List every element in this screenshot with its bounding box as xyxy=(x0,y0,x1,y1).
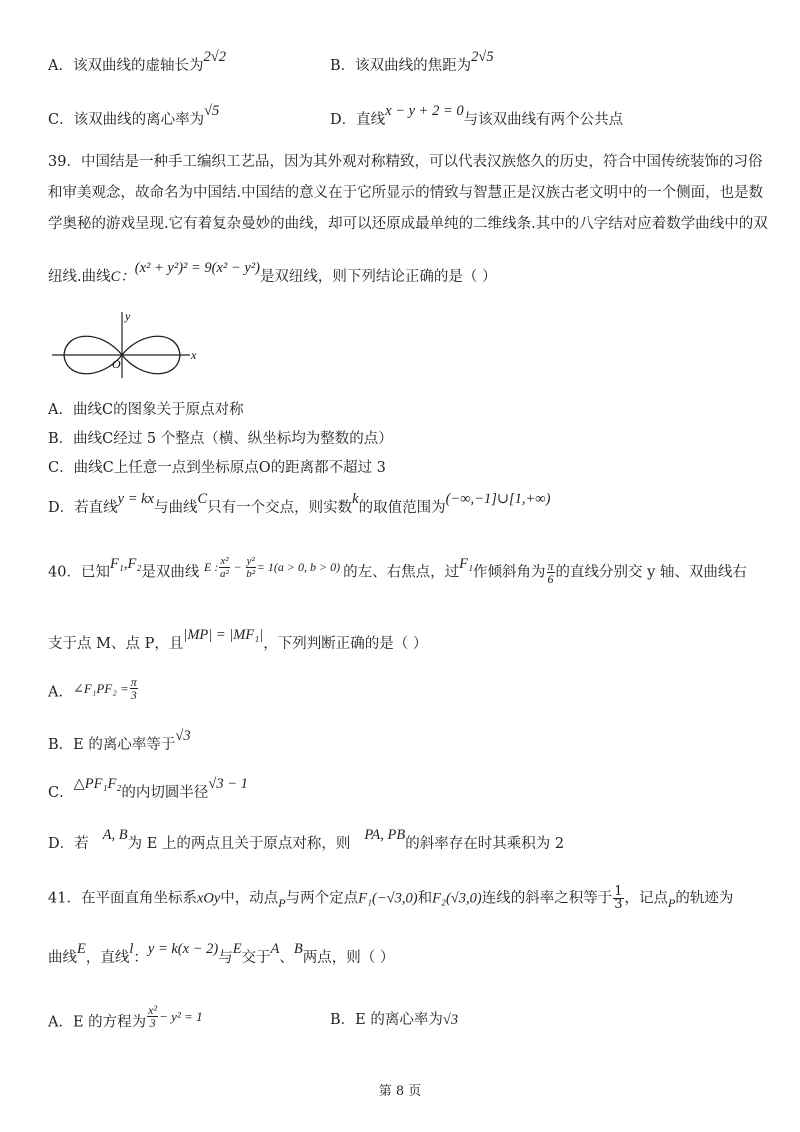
q41-stem-line2: 曲线E，直线l：y = k(x − 2)与E交于A、B两点，则（ ） xyxy=(48,941,395,966)
q40-option-b: B．E 的离心率等于√3 xyxy=(48,728,191,753)
q39-option-b: B．曲线C经过 5 个整点（横、纵坐标均为整数的点） xyxy=(48,431,393,447)
q39-stem-line4: 纽线.曲线C：(x² + y²)² = 9(x² − y²)是双纽线，则下列结论正确的是（ ） xyxy=(48,260,497,285)
q39-option-c: C．曲线C上任意一点到坐标原点O的距离都不超过 3 xyxy=(48,460,386,476)
q39-stem-line2: 和审美观念，故命名为中国结.中国结的意义在于它所显示的情致与智慧正是汉族古老文明中的一个侧面，也是数 xyxy=(48,185,764,201)
q38-option-d: D．直线x − y + 2 = 0与该双曲线有两个公共点 xyxy=(330,103,624,128)
q39-option-a: A．曲线C的图象关于原点对称 xyxy=(48,402,244,418)
q40-stem-line2: 支于点 M、点 P，且|MP| = |MF₁|，下列判断正确的是（ ） xyxy=(48,627,428,652)
q40-option-c: C．△PF₁F₂的内切圆半径√3 − 1 xyxy=(48,776,248,801)
q41-option-a: A．E 的方程为 $\frac{\text{x²}}{3}$ − y² = 1 xyxy=(48,1003,203,1031)
q41-stem-line1: 41．在平面直角坐标系xOy中，动点$_P$与两个定点F₁(−√3,0)和F₂(√3,0)连线的斜率之积等于 $\frac{1}{3}$ ，记点$_P$的轨迹为 xyxy=(48,884,734,912)
lemniscate-figure xyxy=(50,308,205,380)
q40-option-d: D．若A, B为 E 上的两点且关于原点对称，则PA, PB的斜率存在时其乘积为 2 xyxy=(48,827,565,852)
q40-stem-line1: 40．已知F₁,F₂是双曲线 $^{E : \frac{\text{x²}}{\text{a²}} - \frac{\text{y²}}{\text{b²}} = 1(a > 0, b > 0)}$ 的左、右焦点，过F₁作倾斜角为 $\frac{\pi}{6}$ 的直线分别交 y 轴、双曲线右 xyxy=(48,555,747,586)
x-axis-label: x xyxy=(191,348,197,362)
y-axis-label: y xyxy=(125,309,131,323)
q39-stem-line3: 学奥秘的游戏呈现.它有着复杂曼妙的曲线，却可以还原成最单纯的二维线条.其中的八字结对应着数学曲线中的双 xyxy=(48,216,768,232)
q39-option-d: D．若直线y = kx与曲线C只有一个交点，则实数k的取值范围为(−∞,−1]∪[1,+∞) xyxy=(48,491,551,516)
page-number: 第 8 页 xyxy=(378,1084,422,1099)
q38-option-c: C．该双曲线的离心率为√5 xyxy=(48,103,220,128)
q38-option-b: B．该双曲线的焦距为2√5 xyxy=(330,49,494,74)
q40-hyperbola-eq: E : x² a² − y² b² = 1(a > 0, b > 0) xyxy=(203,555,341,581)
q38-option-a: A．该双曲线的虚轴长为2√2 xyxy=(48,49,226,74)
q41-option-b: B．E 的离心率为√3 xyxy=(330,1012,459,1028)
q39-stem-line1: 39．中国结是一种手工编织工艺品，因为其外观对称精致，可以代表汉族悠久的历史，符合中国传统装饰的习俗 xyxy=(48,154,763,170)
origin-label: O xyxy=(112,357,121,371)
q40-option-a: A．∠F₁PF₂ = $\frac{\pi}{3}$ xyxy=(48,675,137,702)
